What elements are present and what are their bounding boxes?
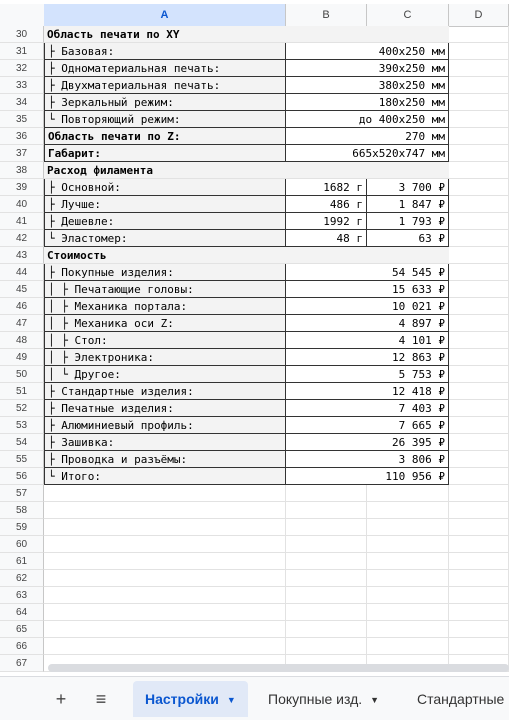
- table-row: [0, 451, 509, 468]
- value-cell[interactable]: 7 665 ₽: [286, 417, 449, 434]
- label-cell[interactable]: ├ Алюминиевый профиль:: [44, 417, 286, 434]
- cell-c[interactable]: [367, 638, 449, 655]
- label-cell[interactable]: └ Эластомер:: [44, 230, 286, 247]
- table-row: [0, 519, 509, 536]
- cell-c[interactable]: [367, 587, 449, 604]
- table-row: [0, 179, 509, 196]
- table-row: [0, 383, 509, 400]
- row-number[interactable]: 47: [0, 315, 44, 332]
- cell-a[interactable]: [44, 502, 286, 519]
- row-number[interactable]: 62: [0, 570, 44, 587]
- row-number[interactable]: 51: [0, 383, 44, 400]
- cell-d[interactable]: [449, 60, 509, 77]
- row-number[interactable]: 54: [0, 434, 44, 451]
- label-cell[interactable]: │ ├ Электроника:: [44, 349, 286, 366]
- cell-d[interactable]: [449, 638, 509, 655]
- value-cell[interactable]: 12 863 ₽: [286, 349, 449, 366]
- label-cell[interactable]: Область печати по Z:: [44, 128, 286, 145]
- row-number[interactable]: 61: [0, 553, 44, 570]
- cell-a[interactable]: [44, 553, 286, 570]
- cell-b[interactable]: [286, 553, 367, 570]
- label-cell[interactable]: ├ Лучше:: [44, 196, 286, 213]
- table-row: [0, 502, 509, 519]
- value-cell[interactable]: 3 806 ₽: [286, 451, 449, 468]
- label-cell[interactable]: ├ Основной:: [44, 179, 286, 196]
- cell-a[interactable]: [44, 536, 286, 553]
- row-number[interactable]: 48: [0, 332, 44, 349]
- table-row: [0, 315, 509, 332]
- label-cell[interactable]: │ ├ Стол:: [44, 332, 286, 349]
- table-row: [0, 230, 509, 247]
- table-row: [0, 434, 509, 451]
- table-row: [0, 400, 509, 417]
- cell-c[interactable]: [367, 570, 449, 587]
- row-number[interactable]: 43: [0, 247, 44, 264]
- row-number[interactable]: 39: [0, 179, 44, 196]
- section-header-cell[interactable]: Стоимость: [44, 247, 449, 264]
- tab-purchased[interactable]: [268, 681, 379, 717]
- cell-d[interactable]: [449, 349, 509, 366]
- sheet-tab-bar: [0, 676, 509, 720]
- cell-a[interactable]: [44, 485, 286, 502]
- cell-d[interactable]: [449, 604, 509, 621]
- cell-d[interactable]: [449, 366, 509, 383]
- tab-label: Настройки: [145, 691, 219, 707]
- value-cell[interactable]: 7 403 ₽: [286, 400, 449, 417]
- table-row: [0, 162, 509, 179]
- row-number[interactable]: 59: [0, 519, 44, 536]
- plus-icon[interactable]: +: [55, 689, 67, 709]
- table-row: [0, 281, 509, 298]
- row-number[interactable]: 67: [0, 655, 44, 672]
- row-number[interactable]: 32: [0, 60, 44, 77]
- cell-d[interactable]: [449, 128, 509, 145]
- row-number[interactable]: 40: [0, 196, 44, 213]
- column-header-d[interactable]: D: [449, 4, 509, 26]
- value-cell[interactable]: 26 395 ₽: [286, 434, 449, 451]
- table-row: [0, 213, 509, 230]
- table-row: [0, 26, 509, 43]
- row-number[interactable]: 57: [0, 485, 44, 502]
- price-cell[interactable]: 63 ₽: [367, 230, 449, 247]
- table-row: [0, 587, 509, 604]
- value-cell[interactable]: 180x250 мм: [286, 94, 449, 111]
- table-row: [0, 553, 509, 570]
- column-header-b[interactable]: B: [286, 4, 367, 26]
- cell-b[interactable]: [286, 604, 367, 621]
- cell-c[interactable]: [367, 519, 449, 536]
- value-cell[interactable]: 10 021 ₽: [286, 298, 449, 315]
- row-number[interactable]: 52: [0, 400, 44, 417]
- label-cell[interactable]: ├ Печатные изделия:: [44, 400, 286, 417]
- table-row: [0, 417, 509, 434]
- cell-d[interactable]: [449, 179, 509, 196]
- table-row: [0, 60, 509, 77]
- label-cell[interactable]: ├ Проводка и разъёмы:: [44, 451, 286, 468]
- table-row: [0, 570, 509, 587]
- cell-d[interactable]: [449, 332, 509, 349]
- value-cell[interactable]: 4 897 ₽: [286, 315, 449, 332]
- cell-d[interactable]: [449, 145, 509, 162]
- cell-d[interactable]: [449, 77, 509, 94]
- cell-c[interactable]: [367, 604, 449, 621]
- label-cell[interactable]: │ ├ Механика портала:: [44, 298, 286, 315]
- cell-d[interactable]: [449, 264, 509, 281]
- table-row: [0, 366, 509, 383]
- label-cell[interactable]: │ ├ Механика оси Z:: [44, 315, 286, 332]
- row-number[interactable]: 37: [0, 145, 44, 162]
- row-number[interactable]: 50: [0, 366, 44, 383]
- cell-d[interactable]: [449, 570, 509, 587]
- cell-d[interactable]: [449, 400, 509, 417]
- table-row: [0, 485, 509, 502]
- tab-label: Покупные изд.: [268, 691, 363, 707]
- label-cell[interactable]: ├ Зашивка:: [44, 434, 286, 451]
- column-headers: [0, 4, 509, 27]
- cell-b[interactable]: [286, 519, 367, 536]
- cell-c[interactable]: [367, 536, 449, 553]
- section-header-cell[interactable]: Область печати по XY: [44, 26, 449, 43]
- cell-b[interactable]: [286, 570, 367, 587]
- cell-d[interactable]: [449, 502, 509, 519]
- cell-b[interactable]: [286, 587, 367, 604]
- table-row: [0, 77, 509, 94]
- cell-b[interactable]: [286, 536, 367, 553]
- cell-d[interactable]: [449, 281, 509, 298]
- table-row: [0, 264, 509, 281]
- cell-a[interactable]: [44, 519, 286, 536]
- cell-d[interactable]: [449, 621, 509, 638]
- value-cell[interactable]: 390x250 мм: [286, 60, 449, 77]
- cell-c[interactable]: [367, 621, 449, 638]
- cell-d[interactable]: [449, 434, 509, 451]
- cell-d[interactable]: [449, 485, 509, 502]
- section-header-cell[interactable]: Расход филамента: [44, 162, 449, 179]
- cell-b[interactable]: [286, 485, 367, 502]
- cell-c[interactable]: [367, 502, 449, 519]
- tab-label: Стандартные: [417, 691, 505, 707]
- weight-cell[interactable]: 486 г: [286, 196, 367, 213]
- price-cell[interactable]: 1 793 ₽: [367, 213, 449, 230]
- cell-d[interactable]: [449, 247, 509, 264]
- value-cell[interactable]: 4 101 ₽: [286, 332, 449, 349]
- column-header-c[interactable]: C: [367, 4, 449, 26]
- cell-d[interactable]: [449, 536, 509, 553]
- label-cell[interactable]: └ Повторяющий режим:: [44, 111, 286, 128]
- table-row: [0, 332, 509, 349]
- cell-d[interactable]: [449, 230, 509, 247]
- label-cell[interactable]: └ Итого:: [44, 468, 286, 485]
- hamburger-menu-icon[interactable]: ≡: [95, 689, 107, 709]
- table-row: [0, 298, 509, 315]
- label-cell[interactable]: ├ Двухматериальная печать:: [44, 77, 286, 94]
- table-row: [0, 468, 509, 485]
- table-row: [0, 111, 509, 128]
- cell-a[interactable]: [44, 570, 286, 587]
- row-number[interactable]: 56: [0, 468, 44, 485]
- row-number[interactable]: 31: [0, 43, 44, 60]
- label-cell[interactable]: │ └ Другое:: [44, 366, 286, 383]
- row-number[interactable]: 34: [0, 94, 44, 111]
- value-cell[interactable]: 380x250 мм: [286, 77, 449, 94]
- cell-a[interactable]: [44, 604, 286, 621]
- weight-cell[interactable]: 1682 г: [286, 179, 367, 196]
- cell-d[interactable]: [449, 111, 509, 128]
- value-cell[interactable]: 5 753 ₽: [286, 366, 449, 383]
- row-number[interactable]: 49: [0, 349, 44, 366]
- row-number[interactable]: 60: [0, 536, 44, 553]
- value-cell[interactable]: 54 545 ₽: [286, 264, 449, 281]
- label-cell[interactable]: ├ Базовая:: [44, 43, 286, 60]
- cell-b[interactable]: [286, 621, 367, 638]
- cell-d[interactable]: [449, 26, 509, 43]
- value-cell[interactable]: 270 мм: [286, 128, 449, 145]
- cell-d[interactable]: [449, 553, 509, 570]
- row-number[interactable]: 42: [0, 230, 44, 247]
- cell-d[interactable]: [449, 298, 509, 315]
- row-number[interactable]: 30: [0, 26, 44, 43]
- cell-d[interactable]: [449, 451, 509, 468]
- table-row: [0, 128, 509, 145]
- caret-down-icon[interactable]: ▼: [370, 695, 380, 706]
- cell-d[interactable]: [449, 162, 509, 179]
- value-cell[interactable]: 400x250 мм: [286, 43, 449, 60]
- label-cell[interactable]: Габарит:: [44, 145, 286, 162]
- value-cell[interactable]: 12 418 ₽: [286, 383, 449, 400]
- cell-d[interactable]: [449, 383, 509, 400]
- value-cell[interactable]: до 400x250 мм: [286, 111, 449, 128]
- table-row: [0, 145, 509, 162]
- cell-d[interactable]: [449, 468, 509, 485]
- label-cell[interactable]: ├ Зеркальный режим:: [44, 94, 286, 111]
- table-row: [0, 94, 509, 111]
- row-number[interactable]: 63: [0, 587, 44, 604]
- cell-d[interactable]: [449, 519, 509, 536]
- row-number[interactable]: 46: [0, 298, 44, 315]
- row-number[interactable]: 38: [0, 162, 44, 179]
- cell-d[interactable]: [449, 196, 509, 213]
- weight-cell[interactable]: 48 г: [286, 230, 367, 247]
- horizontal-scrollbar[interactable]: [48, 664, 509, 672]
- price-cell[interactable]: 3 700 ₽: [367, 179, 449, 196]
- label-cell[interactable]: ├ Стандартные изделия:: [44, 383, 286, 400]
- cell-d[interactable]: [449, 587, 509, 604]
- cell-a[interactable]: [44, 587, 286, 604]
- cell-d[interactable]: [449, 315, 509, 332]
- label-cell[interactable]: ├ Покупные изделия:: [44, 264, 286, 281]
- row-number[interactable]: 44: [0, 264, 44, 281]
- row-number[interactable]: 35: [0, 111, 44, 128]
- row-number[interactable]: 55: [0, 451, 44, 468]
- cell-b[interactable]: [286, 502, 367, 519]
- table-row: [0, 43, 509, 60]
- cell-d[interactable]: [449, 213, 509, 230]
- table-row: [0, 621, 509, 638]
- table-row: [0, 247, 509, 264]
- row-number[interactable]: 65: [0, 621, 44, 638]
- row-number[interactable]: 53: [0, 417, 44, 434]
- cell-d[interactable]: [449, 417, 509, 434]
- value-cell[interactable]: 110 956 ₽: [286, 468, 449, 485]
- cell-b[interactable]: [286, 638, 367, 655]
- tab-settings[interactable]: [133, 681, 248, 717]
- value-cell[interactable]: 665x520x747 мм: [286, 145, 449, 162]
- cell-a[interactable]: [44, 621, 286, 638]
- tab-standard[interactable]: [417, 681, 504, 717]
- table-row: [0, 349, 509, 366]
- price-cell[interactable]: 1 847 ₽: [367, 196, 449, 213]
- table-row: [0, 536, 509, 553]
- label-cell[interactable]: ├ Дешевле:: [44, 213, 286, 230]
- cell-c[interactable]: [367, 485, 449, 502]
- row-number[interactable]: 64: [0, 604, 44, 621]
- column-header-a[interactable]: A: [44, 4, 286, 26]
- caret-down-icon[interactable]: ▼: [226, 695, 236, 706]
- label-cell[interactable]: │ ├ Печатающие головы:: [44, 281, 286, 298]
- cell-c[interactable]: [367, 553, 449, 570]
- row-number[interactable]: 36: [0, 128, 44, 145]
- table-row: [0, 604, 509, 621]
- table-row: [0, 638, 509, 655]
- label-cell[interactable]: ├ Одноматериальная печать:: [44, 60, 286, 77]
- cell-a[interactable]: [44, 638, 286, 655]
- value-cell[interactable]: 15 633 ₽: [286, 281, 449, 298]
- row-number[interactable]: 66: [0, 638, 44, 655]
- table-row: [0, 196, 509, 213]
- row-number[interactable]: 58: [0, 502, 44, 519]
- row-number[interactable]: 41: [0, 213, 44, 230]
- row-number[interactable]: 33: [0, 77, 44, 94]
- row-number[interactable]: 45: [0, 281, 44, 298]
- cell-d[interactable]: [449, 43, 509, 60]
- weight-cell[interactable]: 1992 г: [286, 213, 367, 230]
- cell-d[interactable]: [449, 94, 509, 111]
